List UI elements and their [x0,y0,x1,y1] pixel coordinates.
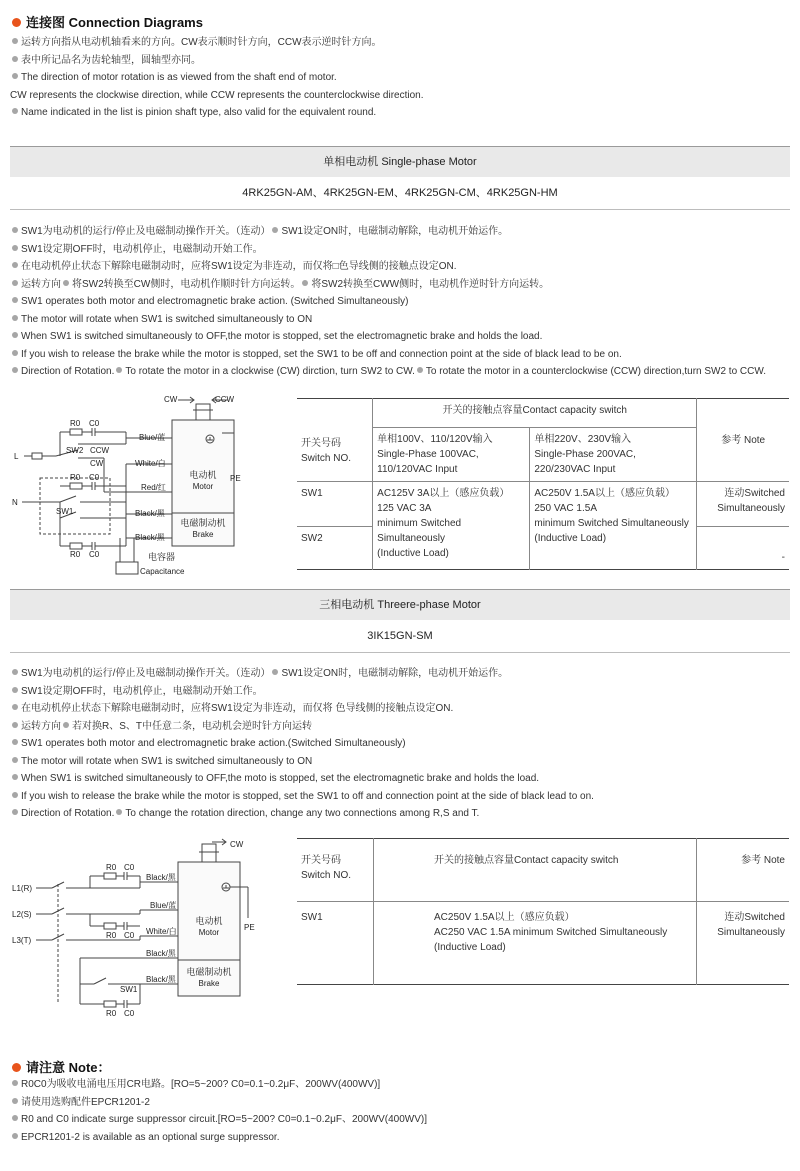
svg-text:电磁制动机: 电磁制动机 [186,967,232,977]
three-phase-title: 三相电动机 Threere-phase Motor [10,590,790,620]
three-phase-notes: SW1为电动机的运行/停止及电磁制动操作开关。（连动） SW1设定ON时，电磁制动解除，电动机开始运作。 SW1设定期OFF时，电动机停止，电磁制动开始工作。 在电动机停止状态下解除电磁制动时，应将SW1设定为非连动，而仅将 色导线侧的接触点设定ON. 运转方向 若对换R、S、T中任意二条，电动机会逆时针方向运转 SW1 operates both motor and electromagnetic brake action.(Switched Simultaneously) The motor will rotate when SW1 is switched simultaneously to ON When SW1 is switched simultaneously to OFF,the moto is stopped, set the electromagnetic brake and holds the load. If you wish to release the brake while the motor is stopped, set the SW1 to off and connection point at the side of black lead to on. Direction of Rotation. To change the rotation direction, change any two connections among R,S and T. [12,665,594,823]
bullet-icon [12,757,18,763]
svg-text:Black/黑: Black/黑 [135,533,165,542]
three-phase-models: 3IK15GN-SM [10,620,790,653]
svg-text:Black/黑: Black/黑 [146,949,176,958]
svg-text:CCW: CCW [215,395,235,404]
bullet-icon [116,809,122,815]
motor-shaft [196,404,210,420]
orange-dot-icon [12,18,21,27]
bullet-icon [12,1098,18,1104]
three-phase-wiring-diagram [0,832,300,1020]
orange-dot-icon [12,1063,21,1072]
svg-text:R0: R0 [106,1009,117,1018]
bullet-icon [12,669,18,675]
capacitor-icon [116,562,138,574]
bullet-icon [12,262,18,268]
svg-text:L2(S): L2(S) [12,910,32,919]
svg-text:C0: C0 [89,419,100,428]
svg-text:R0: R0 [70,419,81,428]
switch-no-header: 开关号码 Switch NO. [297,399,373,482]
bullet-icon [12,792,18,798]
svg-text:L1(R): L1(R) [12,884,33,893]
svg-text:Black/黑: Black/黑 [135,509,165,518]
header-note: The direction of motor rotation is as viewed from the shaft end of motor. [12,69,424,87]
bullet-icon [12,38,18,44]
bullet-icon [63,722,69,728]
svg-text:Brake: Brake [192,530,214,539]
svg-text:电容器: 电容器 [148,552,176,562]
svg-text:R0: R0 [70,550,81,559]
single-phase-models: 4RK25GN-AM、4RK25GN-EM、4RK25GN-CM、4RK25GN-HM [10,177,790,210]
col-200v-header: 单相220V、230V输入 Single-Phase 200VAC, 220/230VAC Input [530,428,697,482]
svg-text:电磁制动机: 电磁制动机 [180,518,226,528]
svg-text:PE: PE [244,923,255,932]
bullet-icon [302,280,308,286]
svg-text:电动机: 电动机 [195,916,223,926]
row-sw1-label: SW1 [297,482,373,527]
svg-text:Black/黑: Black/黑 [146,975,176,984]
header-note: 表中所记品名为齿轮轴型，圆轴型亦同。 [12,52,424,70]
col-100v-header: 单相100V、110/120V输入 Single-Phase 100VAC, 110/120VAC Input [373,428,530,482]
bullet-icon [12,108,18,114]
contact-capacity-header: 开关的接触点容量Contact capacity switch [374,839,697,902]
sw-col1-value: AC125V 3A以上（感应负载） 125 VAC 3A minimum Switched Simultaneously (Inductive Load) [373,482,530,570]
svg-text:Motor: Motor [192,482,214,491]
switch-no-header: 开关号码 Switch NO. [297,839,374,902]
bullet-icon [12,245,18,251]
bullet-icon [12,367,18,373]
note-header: 参考 Note [721,434,766,446]
svg-text:R0: R0 [70,473,81,482]
bullet-icon [63,280,69,286]
svg-text:L: L [14,452,19,461]
svg-text:CW: CW [164,395,178,404]
sw2-note: - [781,552,785,563]
svg-text:SW1: SW1 [120,985,138,994]
svg-text:PE: PE [230,474,241,483]
svg-text:N: N [12,498,18,507]
svg-text:Blue/蓝: Blue/蓝 [139,433,166,442]
svg-text:C0: C0 [89,473,100,482]
single-phase-capacity-table [297,398,789,570]
row-sw2-label: SW2 [297,527,373,570]
single-phase-wiring-diagram [0,388,300,580]
svg-text:SW1: SW1 [56,507,74,516]
svg-text:SW2: SW2 [66,446,84,455]
svg-text:CW: CW [230,840,244,849]
bullet-icon [12,774,18,780]
bullet-icon [12,739,18,745]
svg-text:R0: R0 [106,863,117,872]
bullet-icon [12,227,18,233]
bullet-icon [12,1133,18,1139]
row-sw1-label: SW1 [297,902,374,985]
bullet-icon [12,315,18,321]
bullet-icon [12,297,18,303]
note-header: 参考 Note [741,855,785,866]
svg-text:电动机: 电动机 [189,470,217,480]
bullet-icon [12,1115,18,1121]
sw-col2-value: AC250V 1.5A以上（感应负载） 250 VAC 1.5A minimum Switched Simultaneously (Inductive Load) [530,482,697,570]
svg-text:C0: C0 [124,931,135,940]
note-title: 请注意 Note： [12,1057,111,1076]
motor-shaft [202,844,216,862]
svg-text:CW: CW [90,459,104,468]
svg-text:Blue/蓝: Blue/蓝 [150,901,177,910]
bullet-icon [12,704,18,710]
single-phase-title: 单相电动机 Single-phase Motor [10,147,790,177]
header-note: CW represents the clockwise direction, while CCW represents the counterclockwise direction. [10,89,424,101]
svg-text:White/白: White/白 [146,927,177,936]
svg-text:Capacitance: Capacitance [140,567,185,576]
bullet-icon [272,227,278,233]
bullet-icon [12,56,18,62]
bullet-icon [12,687,18,693]
svg-text:Motor: Motor [198,928,220,937]
section-title: 连接图 Connection Diagrams [12,12,203,31]
three-phase-capacity-table [297,838,789,985]
sw1-note: 连动Switched Simultaneously [717,912,785,938]
svg-text:C0: C0 [124,863,135,872]
single-phase-notes: SW1为电动机的运行/停止及电磁制动操作开关。（连动） SW1设定ON时，电磁制动解除，电动机开始运作。 SW1设定期OFF时，电动机停止，电磁制动开始工作。 在电动机停止状态下解除电磁制动时，应将SW1设定为非连动，而仅将□色导线侧的接触点设定ON. 运转方向 将SW2转换至CW侧时，电动机作顺时针方向运转。 将SW2转换至CWW侧时，电动机作逆时针方向运转。 SW1 operates both motor and electromagnetic brake action. (Switched Simultaneously) The motor will rotate when SW1 is switched simultaneously to ON When SW1 is switched simultaneously to OFF,the motor is stopped, set the electromagnetic brake and holds the load. If you wish to release the brake while the motor is stopped, set the SW1 to be off and connection point at the side of black lead to be on. Direction of Rotation. To rotate the motor in a clockwise (CW) dirction, turn SW2 to CW. To rotate the motor in a counterclockwise (CCW) direction,turn SW2 to CCW. [12,223,766,381]
sw1-value: AC250V 1.5A以上（感应负载） AC250 VAC 1.5A minimum Switched Simultaneously (Inductive Load) [374,902,697,985]
header-notes [12,34,424,122]
svg-text:C0: C0 [89,550,100,559]
bullet-icon [417,367,423,373]
svg-text:White/白: White/白 [135,459,166,468]
bullet-icon [272,669,278,675]
svg-text:Red/红: Red/红 [141,483,166,492]
bullet-icon [12,809,18,815]
svg-text:C0: C0 [124,1009,135,1018]
contact-capacity-header: 开关的接触点容量Contact capacity switch [373,399,697,428]
svg-text:Black/黑: Black/黑 [146,873,176,882]
sw1-note: 连动Switched Simultaneously [717,488,785,514]
svg-text:L3(T): L3(T) [12,936,32,945]
bullet-icon [12,332,18,338]
svg-text:R0: R0 [106,931,117,940]
svg-text:Brake: Brake [198,979,220,988]
bullet-icon [12,722,18,728]
note-lines: R0C0为吸收电涌电压用CR电路。[RO=5~200? C0=0.1~0.2μF、200WV(400WV)] 请使用选购配件EPCR1201-2 R0 and C0 indicate surge suppressor circuit.[RO=5~200? C0=0.1~0.2μF、200WV(400WV)] EPCR1201-2 is available as an optional surge suppressor. [12,1076,427,1146]
bullet-icon [12,1080,18,1086]
svg-text:CCW: CCW [90,446,110,455]
header-note: Name indicated in the list is pinion shaft type, also valid for the equivalent round. [12,104,424,122]
bullet-icon [116,367,122,373]
header-note: 运转方向指从电动机轴看来的方向。CW表示顺时针方向，CCW表示逆时针方向。 [12,34,424,52]
bullet-icon [12,73,18,79]
bullet-icon [12,350,18,356]
bullet-icon [12,280,18,286]
